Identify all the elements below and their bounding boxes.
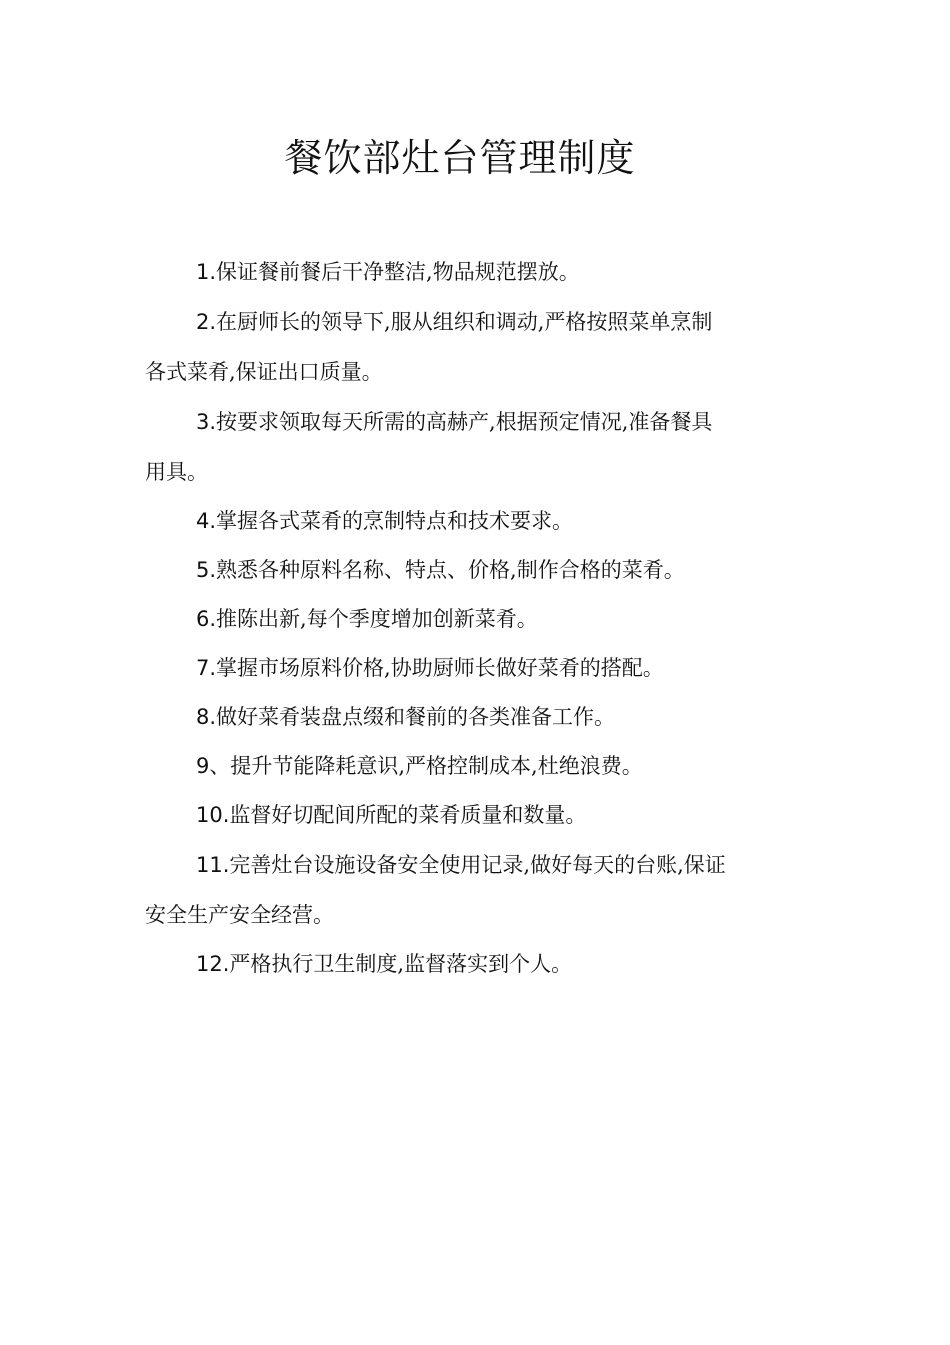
- rule-item-1: [145, 248, 730, 297]
- rule-number: 5.: [196, 558, 217, 582]
- document-body: [145, 248, 730, 989]
- rule-number: 3.: [196, 410, 217, 434]
- rule-number: 11.: [196, 853, 230, 877]
- rule-text: 保证餐前餐后干净整洁,物品规范摆放。: [216, 260, 580, 284]
- rule-item-3: [145, 397, 730, 497]
- rule-text: 完善灶台设施设备安全使用记录,做好每天的台账,保证安全生产安全经营。: [145, 853, 726, 927]
- rule-number: 7.: [196, 656, 217, 680]
- rule-item-12: [145, 940, 730, 989]
- rule-text: 做好菜肴装盘点缀和餐前的各类准备工作。: [216, 705, 616, 729]
- rule-text: 掌握各式菜肴的烹制特点和技术要求。: [216, 509, 574, 533]
- rule-item-7: [145, 644, 730, 693]
- rule-text: 熟悉各种原料名称、特点、价格,制作合格的菜肴。: [216, 558, 685, 582]
- rule-number: 8.: [196, 705, 217, 729]
- rule-item-8: [145, 693, 730, 742]
- rule-item-5: [145, 546, 730, 595]
- rule-number: 4.: [196, 509, 217, 533]
- rule-text: 、提升节能降耗意识,严格控制成本,杜绝浪费。: [209, 754, 643, 778]
- rule-text: 推陈出新,每个季度增加创新菜肴。: [216, 607, 538, 631]
- rule-item-11: [145, 840, 730, 940]
- rule-text: 监督好切配间所配的菜肴质量和数量。: [229, 803, 587, 827]
- rule-item-4: [145, 497, 730, 546]
- rule-number: 9: [196, 754, 210, 778]
- rule-number: 2.: [196, 310, 217, 334]
- rule-item-2: [145, 297, 730, 397]
- rule-number: 6.: [196, 607, 217, 631]
- rule-item-9: [145, 742, 730, 791]
- rule-text: 严格执行卫生制度,监督落实到个人。: [229, 952, 573, 976]
- rule-text: 按要求领取每天所需的高赫产,根据预定情况,准备餐具用具。: [145, 410, 713, 484]
- rule-item-6: [145, 595, 730, 644]
- rule-number: 10.: [196, 803, 230, 827]
- document-title: 餐饮部灶台管理制度: [284, 136, 636, 180]
- rule-item-10: [145, 791, 730, 840]
- rule-text: 掌握市场原料价格,协助厨师长做好菜肴的搭配。: [216, 656, 664, 680]
- rule-number: 1.: [196, 260, 217, 284]
- rule-number: 12.: [196, 952, 230, 976]
- rule-text: 在厨师长的领导下,服从组织和调动,严格按照菜单烹制各式菜肴,保证出口质量。: [145, 310, 713, 384]
